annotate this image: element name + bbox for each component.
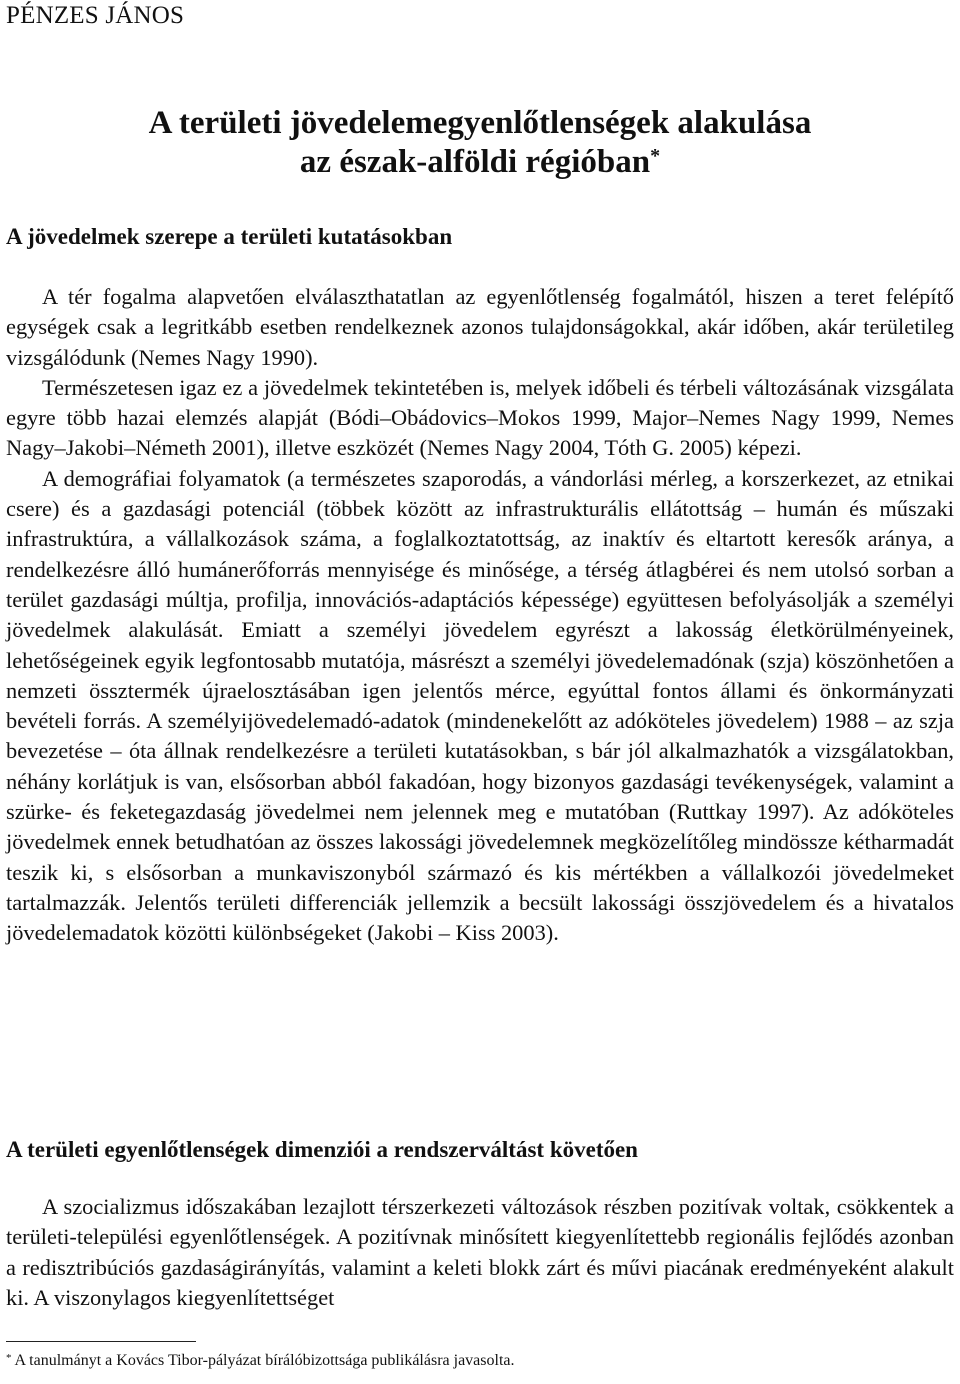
footnote [6, 1352, 515, 1370]
title-footnote-mark: * [650, 145, 661, 167]
paragraph: A szocializmus időszakában lezajlott térszerkezeti változások részben pozitívak voltak, csökkentek a területi-települési egyenlőtlenségek. A pozitívnak minősített kiegyenlítettebb regionális fejlődés azonban a redisztribúciós gazdaságirányítás, valamint a keleti blokk zárt és művi piacának eredményeként alakult ki. A viszonylagos kiegyenlítettséget [6, 1194, 954, 1310]
title-line-2-text: az észak-alföldi régióban [299, 144, 651, 180]
article-title [6, 104, 954, 182]
paragraph: A demográfiai folyamatok (a természetes szaporodás, a vándorlási mérleg, a korszerkezet, az etnikai csere) és a gazdasági potenciál (többek között az infrastrukturális ellátottság – humán és műszaki infrastruktúra, a vállalkozások száma, a foglalkoztatottság, az inaktív és eltartott keresők aránya, a rendelkezésre álló humánerőforrás mennyisége és minősége, a térség átlagbérei és nem utolsó sorban a terület gazdasági múltja, profilja, innovációs-adaptációs képessége) együttesen befolyásolják a személyi jövedelmek alakulását. Emiatt a személyi jövedelem egyrészt a lakosság életkörülményeinek, lehetőségeinek egyik legfontosabb mutatója, másrészt a személyi jövedelemadónak (szja) köszönhetően a nemzeti össztermék újraelosztásában igen jelentős mérce, egyúttal fontos állami és önkormányzati bevételi forrás. A személyijövedelemadó-adatok (mindenekelőtt az adóköteles jövedelem) 1988 – az szja bevezetése – óta állnak rendelkezésre a területi kutatásokban, s bár jól alkalmazhatók a vizsgálatokban, néhány korlátjuk is van, elsősorban abból fakadóan, hogy bizonyos gazdasági tevékenységek, valamint a szürke- és feketegazdaság jövedelmei nem jelennek meg e mutatóban (Ruttkay 1997). Az adóköteles jövedelmek ennek betudhatóan az összes lakossági jövedelemnek megközelítőleg mindössze kétharmadát teszik ki, s elsősorban a munkaviszonyból származó és kis mértékben a vállalkozói jövedelmeket tartalmazzák. Jelentős területi differenciák jellemzik a becsült lakossági összjövedelem és a hivatalos jövedelemadatok közötti különbségeket (Jakobi – Kiss 2003). [6, 465, 954, 946]
footnote-text: A tanulmányt a Kovács Tibor-pályázat bírálóbizottsága publikálásra javasolta. [14, 1352, 515, 1369]
paragraph: A tér fogalma alapvetően elválaszthatatlan az egyenlőtlenség fogalmától, hiszen a teret felépítő egységek csak a legritkább esetben rendelkeznek azonos tulajdonságokkal, akár időben, akár területileg vizsgálódunk (Nemes Nagy 1990). [6, 284, 954, 370]
section-2-body [6, 1192, 954, 1313]
section-heading-2: A területi egyenlőtlenségek dimenziói a rendszerváltást követően [6, 1137, 638, 1162]
author-name: PÉNZES JÁNOS [6, 2, 185, 29]
section-heading-1: A jövedelmek szerepe a területi kutatásokban [6, 224, 453, 249]
footnote-mark: * [6, 1352, 12, 1364]
section-1-body [6, 282, 954, 949]
paragraph: Természetesen igaz ez a jövedelmek tekintetében is, melyek időbeli és térbeli változásának vizsgálata egyre több hazai elemzés alapját (Bódi–Obádovics–Mokos 1999, Major–Nemes Nagy 1999, Nemes Nagy–Jakobi–Németh 2001), illetve eszközét (Nemes Nagy 2004, Tóth G. 2005) képezi. [6, 374, 954, 461]
title-line-2 [6, 143, 954, 182]
title-line-1: A területi jövedelemegyenlőtlenségek alakulása [148, 105, 812, 141]
footnote-divider [6, 1341, 196, 1342]
